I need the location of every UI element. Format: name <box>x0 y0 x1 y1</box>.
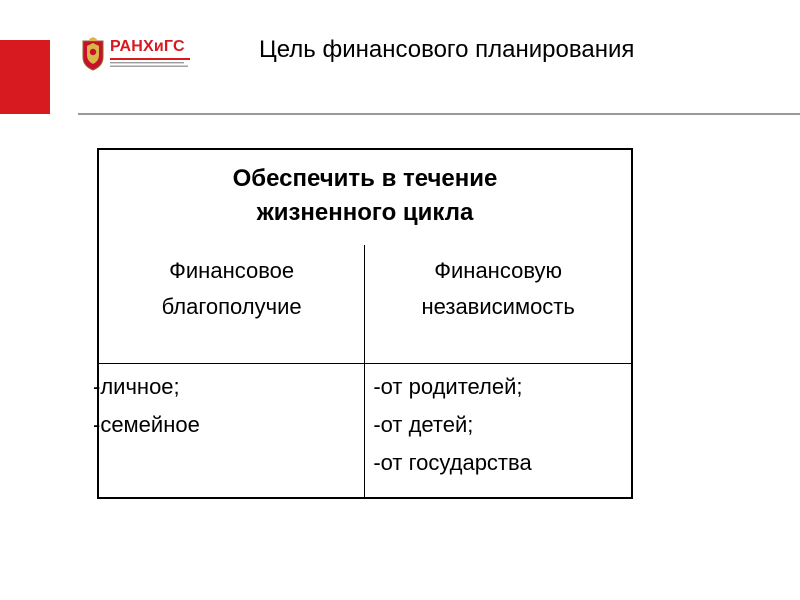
independence-list-cell <box>365 364 632 499</box>
column-title-independence <box>365 245 632 364</box>
list-item: -от родителей; <box>373 374 523 399</box>
column-title-line2: благополучие <box>161 294 302 319</box>
wellbeing-list-cell <box>93 364 365 499</box>
table-subheading-row <box>98 245 632 364</box>
red-accent-block <box>0 40 50 114</box>
coat-of-arms-icon <box>80 37 106 71</box>
page-title: Цель финансового планирования <box>259 36 635 63</box>
table-list-row <box>98 364 632 499</box>
list-item: -семейное <box>93 412 200 437</box>
column-title-line1: Финансовое <box>169 258 295 283</box>
column-title-line1: Финансовую <box>434 258 563 283</box>
table-heading-line1: Обеспечить в течение <box>232 165 498 192</box>
list-item: -от детей; <box>373 412 474 437</box>
table-heading-line2: жизненного цикла <box>256 199 474 226</box>
table-heading-cell <box>98 149 632 245</box>
goals-table <box>93 148 633 499</box>
column-title-wellbeing <box>98 245 365 364</box>
logo-subtitle-lines <box>110 57 192 69</box>
header-divider <box>78 113 800 115</box>
table-heading-row <box>98 149 632 245</box>
logo-wordmark: РАНХиГС <box>110 38 185 55</box>
ranepa-logo <box>80 37 200 71</box>
list-item: -личное; <box>93 374 180 399</box>
list-item: -от государства <box>373 450 532 475</box>
column-title-line2: независимость <box>421 294 575 319</box>
